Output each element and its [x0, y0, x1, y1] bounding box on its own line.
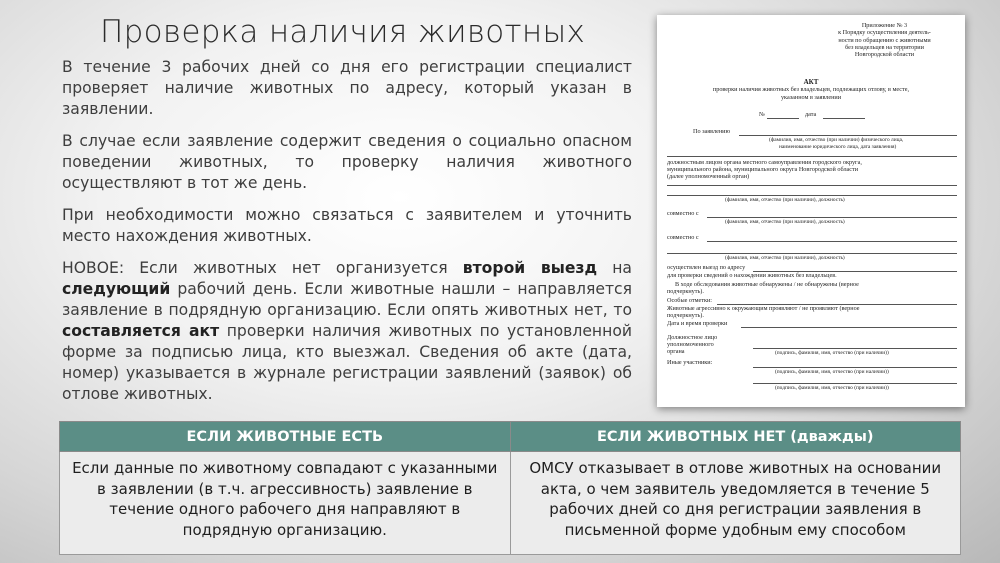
doc-text-line: Животные агрессивно к окружающим проявляют / не проявляют (верное — [667, 305, 860, 312]
paragraph-3: При необходимости можно связаться с заявителем и уточнить место нахождения животных. — [62, 206, 632, 245]
doc-appendix-line: Новгородской области — [854, 51, 915, 59]
p4-e: рабочий день. Если животные нашли – направляется заявление в подрядную организацию. Если опять животных нет, то — [62, 280, 632, 319]
p4-bold-next: следующий — [62, 280, 171, 298]
doc-line — [753, 348, 957, 349]
doc-line — [667, 185, 957, 186]
doc-text-line: В ходе обследования животные обнаружены / не обнаружены (верное — [675, 281, 859, 288]
doc-text-line: должностным лицом органа местного самоуправления городского округа, — [667, 159, 862, 166]
col-header-animals-not-found: ЕСЛИ ЖИВОТНЫХ НЕТ (дважды) — [510, 422, 961, 452]
doc-line — [823, 118, 865, 119]
body-text — [62, 57, 632, 416]
doc-caption: (фамилия, имя, отчество (при наличии), должность) — [725, 197, 845, 203]
doc-line — [707, 241, 957, 242]
p4-g: проверки наличия животных по установленной форме за подписью лица, кто выезжал. Сведения об акте (дата, номер) указывается в журнале регистрации заявлений (заявок) об отлове животных. — [62, 322, 632, 403]
p4-c: на — [597, 259, 632, 277]
paragraph-4 — [62, 258, 632, 405]
doc-heading-line: проверки наличия животных без владельцев, подлежащих отлову, в месте, — [712, 86, 910, 94]
doc-caption: (подпись, фамилия, имя, отчество (при наличии)) — [775, 369, 889, 375]
doc-line — [753, 367, 957, 368]
doc-together-label: совместно с — [667, 234, 699, 241]
doc-caption: (фамилия, имя, отчество (при наличии), должность) — [725, 219, 845, 225]
doc-line — [739, 135, 957, 136]
doc-appendix-line: ности по обращению с животными — [838, 36, 931, 44]
doc-caption: (фамилия, имя, отчество (при наличии), должность) — [725, 255, 845, 261]
doc-appendix-line: Приложение № 3 — [861, 22, 908, 29]
doc-others-label: Иные участники: — [667, 359, 713, 366]
doc-line — [667, 253, 957, 254]
doc-text-line: муниципального района, муниципального округа Новгородской области — [667, 166, 859, 173]
doc-line — [667, 156, 957, 157]
doc-number-label: № — [759, 111, 765, 118]
doc-text-line: осуществлен выезд по адресу — [667, 264, 746, 271]
doc-appendix-line: к Порядку осуществления деятель- — [838, 29, 931, 37]
doc-line — [753, 383, 957, 384]
doc-text-line: для проверки сведений о нахождении животных без владельцев. — [667, 272, 837, 279]
doc-line — [767, 118, 799, 119]
p4-bold-act: составляется акт — [62, 322, 220, 340]
doc-appendix — [817, 22, 952, 58]
doc-text-line: органа — [667, 348, 685, 355]
doc-line — [741, 327, 957, 328]
paragraph-1: В течение 3 рабочих дней со дня его регистрации специалист проверяет наличие животных по адресу, который указан в заявлении. — [62, 58, 632, 118]
doc-heading-line: указанном в заявлении — [780, 93, 842, 101]
doc-features-label: Особые отметки: — [667, 297, 713, 304]
doc-caption: (подпись, фамилия, имя, отчество (при наличии)) — [775, 350, 889, 356]
doc-line — [707, 217, 957, 218]
col-header-animals-found: ЕСЛИ ЖИВОТНЫЕ ЕСТЬ — [60, 422, 511, 452]
doc-text-line: подчеркнуть). — [667, 312, 704, 319]
p4-a: НОВОЕ: Если животных нет организуется — [62, 259, 463, 277]
table-header-row — [60, 422, 961, 452]
act-document-image — [657, 15, 965, 407]
doc-together-label: совместно с — [667, 210, 699, 217]
doc-caption: (подпись, фамилия, имя, отчество (при наличии)) — [775, 385, 889, 391]
doc-caption: наименование юридического лица, дата заявления) — [779, 144, 897, 150]
page-title: Проверка наличия животных — [100, 14, 586, 50]
doc-text-line: (далее уполномоченный орган) — [667, 173, 750, 180]
doc-caption: (фамилия, имя, отчество (при наличии) физического лица, — [769, 137, 904, 143]
doc-heading — [667, 79, 955, 101]
doc-appendix-line: без владельцев на территории — [845, 43, 924, 51]
doc-date-label: дата — [805, 111, 817, 118]
paragraph-2: В случае если заявление содержит сведения о социально опасном поведении животных, то проверку наличия животного осуществляют в тот же день. — [62, 132, 632, 192]
doc-line — [667, 195, 957, 196]
doc-datetime-label: Дата и время проверки — [667, 320, 728, 327]
comparison-table — [59, 421, 961, 555]
doc-text-line: уполномоченного — [667, 341, 714, 348]
doc-text-line: Должностное лицо — [667, 334, 718, 341]
table-row — [60, 452, 961, 555]
p4-bold-second-trip: второй выезд — [462, 259, 598, 277]
doc-application-label: По заявлению — [693, 128, 731, 135]
doc-text-line: подчеркнуть). — [667, 288, 704, 295]
doc-heading-title: АКТ — [803, 78, 819, 86]
cell-animals-found: Если данные по животному совпадают с указанными в заявлении (в т.ч. агрессивность) заявление в течение одного рабочего дня направляют в подрядную организацию. — [60, 452, 511, 555]
cell-animals-not-found: ОМСУ отказывает в отлове животных на основании акта, о чем заявитель уведомляется в течение 5 рабочих дней со дня регистрации заявления в письменной форме удобным ему способом — [510, 452, 961, 555]
